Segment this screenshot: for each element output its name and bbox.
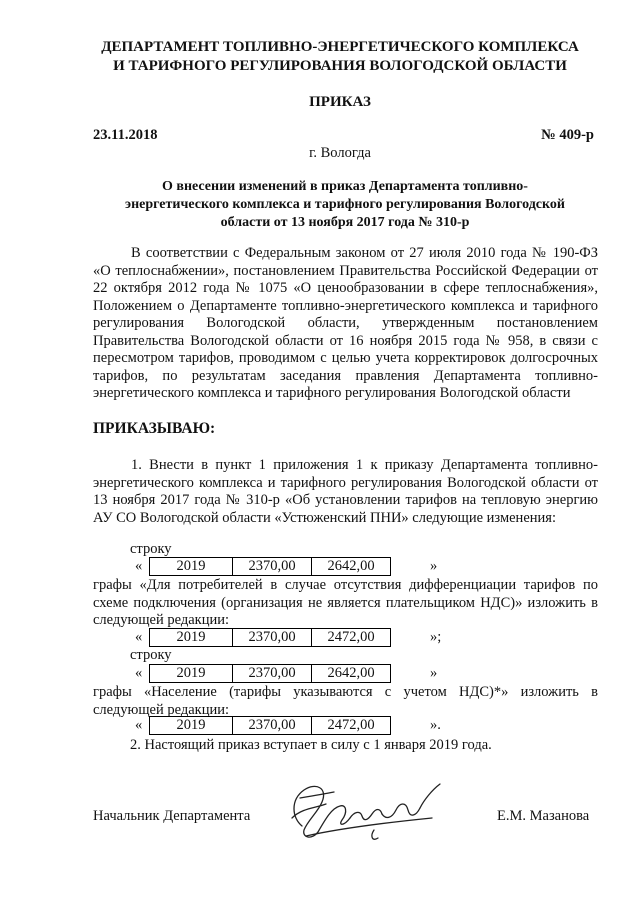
table-cell-value-1: 2370,00 — [233, 557, 312, 576]
document-type: ПРИКАЗ — [309, 94, 371, 110]
signatory-position: Начальник Департамента — [93, 808, 251, 824]
subject-line-1: О внесении изменений в приказ Департамента топливно- — [162, 179, 528, 194]
table-cell-year: 2019 — [149, 557, 233, 576]
organization-line-2: И ТАРИФНОГО РЕГУЛИРОВАНИЯ ВОЛОГОДСКОЙ ОБЛАСТИ — [113, 58, 567, 74]
close-quote: »; — [430, 629, 442, 645]
table-cell-year: 2019 — [149, 664, 233, 683]
table-cell-value-2: 2472,00 — [312, 628, 391, 647]
table-cell-value-1: 2370,00 — [233, 628, 312, 647]
close-quote: » — [430, 558, 438, 574]
graph-2-paragraph: графы «Население (тарифы указываются с учетом НДС)*» изложить в следующей редакции: — [93, 684, 598, 718]
item-2-paragraph: 2. Настоящий приказ вступает в силу с 1 января 2019 года. — [130, 737, 492, 753]
table-cell-year: 2019 — [149, 628, 233, 647]
document-number: № 409-р — [541, 127, 594, 143]
table-cell-value-2: 2642,00 — [312, 557, 391, 576]
table-cell-year: 2019 — [149, 716, 233, 735]
open-quote: « — [135, 558, 143, 574]
signature-image — [282, 778, 452, 848]
subject-line-2: энергетического комплекса и тарифного регулирования Вологодской — [125, 197, 565, 212]
organization-line-1: ДЕПАРТАМЕНТ ТОПЛИВНО-ЭНЕРГЕТИЧЕСКОГО КОМПЛЕКСА — [101, 39, 579, 55]
open-quote: « — [135, 665, 143, 681]
signatory-name: Е.М. Мазанова — [497, 808, 590, 824]
open-quote: « — [135, 629, 143, 645]
item-1-paragraph: 1. Внести в пункт 1 приложения 1 к приказу Департамента топливно-энергетического комплекса и тарифного регулирования Вологодской области от 13 ноября 2017 года № 310-р «Об установлении тарифов на тепловую энергию АУ СО Вологодской области «Устюженский ПНИ» следующие изменения: — [93, 457, 598, 526]
preamble-paragraph: В соответствии с Федеральным законом от 27 июля 2010 года № 190-ФЗ «О теплоснабжении», постановлением Правительства Российской Федерации от 22 октября 2012 года № 1075 «О ценообразовании в сфере теплоснабжения», Положением о Департаменте топливно-энергетического комплекса и тарифного регулирования Вологодской области, утвержденным постановлением Правительства Вологодской области от 16 ноября 2015 года № 958, в связи с пересмотром тарифов, проводимом с целью учета корректировок долгосрочных тарифов, по результатам заседания правления Департамента топливно-энергетического комплекса и тарифного регулирования Вологодской области — [93, 245, 598, 401]
document-subject — [95, 178, 595, 232]
row-label-1: строку — [130, 541, 172, 557]
table-cell-value-2: 2642,00 — [312, 664, 391, 683]
graph-1-paragraph: графы «Для потребителей в случае отсутствия дифференциации тарифов по схеме подключения (организация не является плательщиком НДС)» изложить в следующей редакции: — [93, 577, 598, 628]
order-word: ПРИКАЗЫВАЮ: — [93, 420, 216, 437]
document-date: 23.11.2018 — [93, 127, 158, 143]
table-cell-value-2: 2472,00 — [312, 716, 391, 735]
organization-header — [60, 38, 620, 76]
close-quote: » — [430, 665, 438, 681]
document-city: г. Вологда — [309, 145, 371, 161]
table-cell-value-1: 2370,00 — [233, 664, 312, 683]
subject-line-3: области от 13 ноября 2017 года № 310-р — [220, 215, 470, 230]
open-quote: « — [135, 717, 143, 733]
close-quote: ». — [430, 717, 441, 733]
row-label-2: строку — [130, 647, 172, 663]
table-cell-value-1: 2370,00 — [233, 716, 312, 735]
